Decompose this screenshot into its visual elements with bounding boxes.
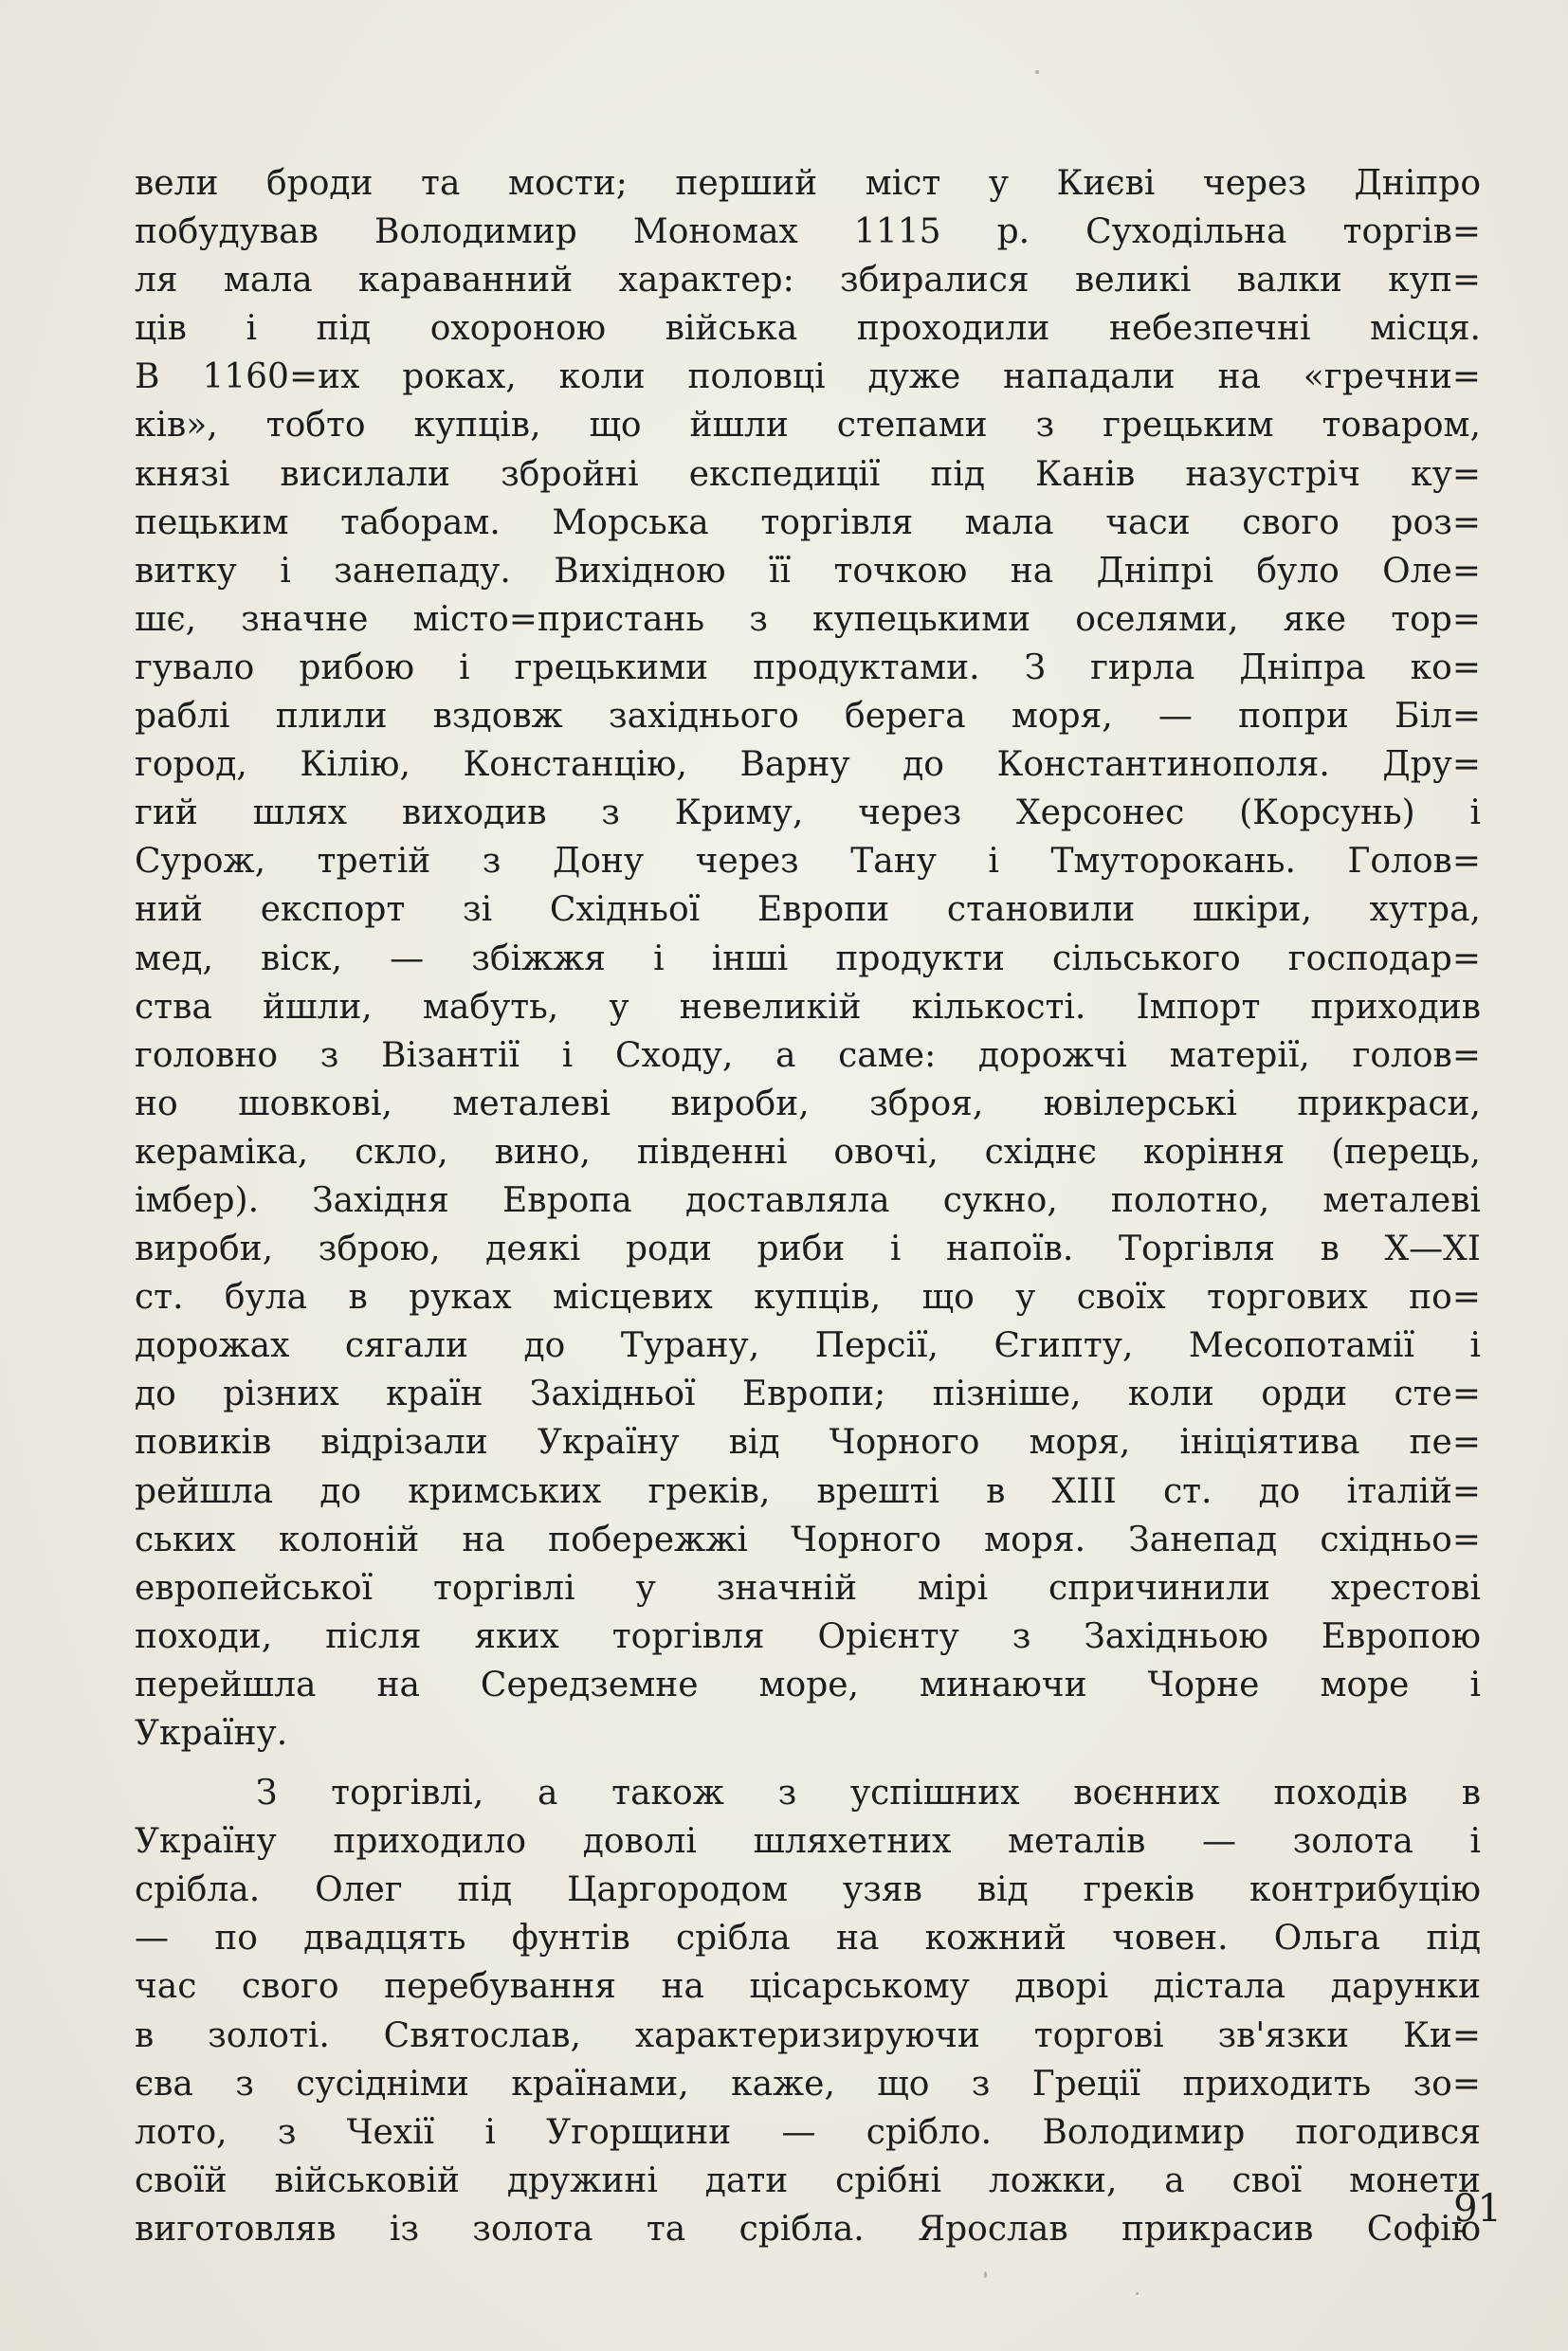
text-line: срібла. Олег під Царгородом узяв від греків контрибуцію — [135, 1870, 1481, 1910]
text-line: Україну. — [135, 1714, 288, 1753]
text-line: дорожах сягали до Турану, Персії, Єгипту, Месопотамії і — [135, 1326, 1481, 1366]
text-line: гий шлях виходив з Криму, через Херсонес (Корсунь) і — [135, 793, 1481, 833]
text-line: раблі плили вздовж західнього берега моря, — попри Біл= — [135, 697, 1481, 737]
text-line: европейської торгівлі у значній мірі спричинили хрестові — [135, 1568, 1481, 1608]
text-line: єва з сусідніми країнами, каже, що з Греції приходить зо= — [135, 2064, 1481, 2104]
text-line: походи, після яких торгівля Орієнту з Західньою Европою — [135, 1616, 1481, 1656]
text-line: но шовкові, металеві вироби, зброя, ювілерські прикраси, — [135, 1084, 1481, 1123]
text-line: ців і під охороною війська проходили небезпечні місця. — [135, 309, 1481, 349]
page-number: 91 — [1453, 2187, 1502, 2231]
text-line: князі висилали збройні експедиції під Канів назустріч ку= — [135, 454, 1481, 494]
text-line: ських колоній на побережжі Чорного моря. Занепад східньо= — [135, 1520, 1481, 1559]
text-line: город, Кілію, Констанцію, Варну до Константинополя. Дру= — [135, 745, 1481, 785]
text-line: ля мала караванний характер: збиралися великі валки куп= — [135, 261, 1481, 301]
scan-speck — [1035, 70, 1039, 74]
text-line: Сурож, третій з Дону через Тану і Тмуторокань. Голов= — [135, 842, 1481, 882]
text-line: витку і занепаду. Вихідною її точкою на Дніпрі було Оле= — [135, 551, 1481, 591]
text-line: головно з Візантії і Сходу, а саме: дорожчі матерії, голов= — [135, 1035, 1481, 1075]
text-line: виготовляв із золота та срібла. Ярослав прикрасив Софію — [135, 2209, 1481, 2249]
text-line: лото, з Чехії і Угорщини — срібло. Володимир погодився — [135, 2112, 1481, 2152]
text-line: шє, значне місто=пристань з купецькими оселями, яке тор= — [135, 599, 1481, 639]
text-line: гувало рибою і грецькими продуктами. З гирла Дніпра ко= — [135, 647, 1481, 687]
text-line: ний експорт зі Східньої Европи становили шкіри, хутра, — [135, 890, 1481, 930]
text-line: рейшла до кримських греків, врешті в XIII ст. до італій= — [135, 1471, 1481, 1511]
text-line: повиків відрізали Україну від Чорного моря, ініціятива пе= — [135, 1423, 1481, 1463]
text-line: Україну приходило доволі шляхетних металів — золота і — [135, 1822, 1481, 1862]
text-line: ків», тобто купців, що йшли степами з грецьким товаром, — [135, 406, 1481, 446]
text-line: вироби, зброю, деякі роди риби і напоїв. Торгівля в Х—XI — [135, 1230, 1481, 1269]
text-line: З торгівлі, а також з успішних воєнних походів в — [256, 1774, 1481, 1813]
text-line: перейшла на Середземне море, минаючи Чорне море і — [135, 1665, 1481, 1704]
text-line: ства йшли, мабуть, у невеликій кількості. Імпорт приходив — [135, 987, 1481, 1027]
paragraph-gap — [135, 1758, 1481, 1769]
text-line: кераміка, скло, вино, південні овочі, східнє коріння (перець, — [135, 1132, 1481, 1172]
text-line: вели броди та мости; перший міст у Києві через Дніпро — [135, 164, 1481, 203]
text-line: побудував Володимир Мономах 1115 р. Суходільна торгів= — [135, 212, 1481, 252]
text-line: мед, віск, — збіжжя і інші продукти сільського господар= — [135, 939, 1481, 978]
text-line: пецьким таборам. Морська торгівля мала часи свого роз= — [135, 502, 1481, 542]
text-line: імбер). Західня Европа доставляла сукно, полотно, металеві — [135, 1180, 1481, 1220]
scan-speck — [1136, 2292, 1139, 2295]
text-line: час свого перебування на цісарському дворі дістала дарунки — [135, 1967, 1481, 2007]
text-line: до різних країн Західньої Европи; пізніше, коли орди сте= — [135, 1375, 1481, 1414]
scan-speck — [984, 2271, 987, 2278]
text-line: своїй військовій дружині дати срібні ложки, а свої монети — [135, 2160, 1481, 2200]
text-line: в золоті. Святослав, характеризируючи торгові зв'язки Ки= — [135, 2015, 1481, 2055]
text-line: В 1160=их роках, коли половці дуже нападали на «гречни= — [135, 357, 1481, 397]
text-line: ст. була в руках місцевих купців, що у своїх торгових по= — [135, 1278, 1481, 1318]
text-line: — по двадцять фунтів срібла на кожний човен. Ольга під — [135, 1919, 1481, 1959]
body-text — [135, 159, 1481, 2253]
